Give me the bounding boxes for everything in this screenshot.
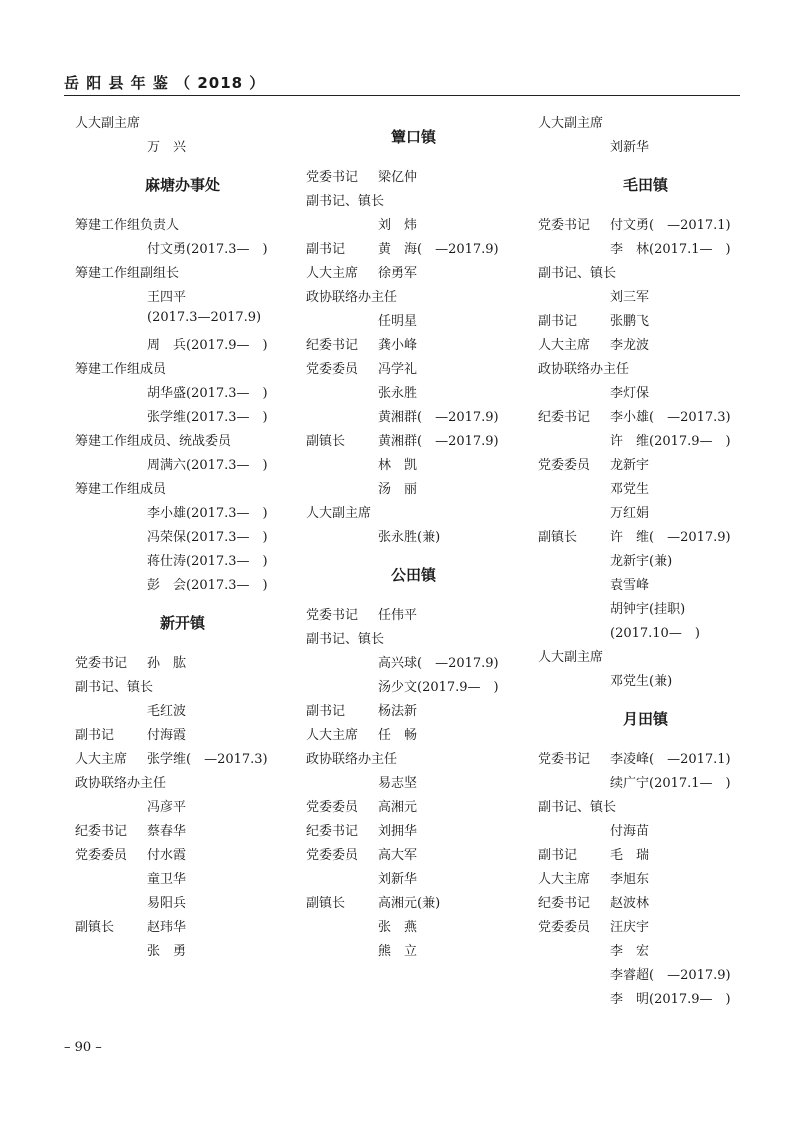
position-title: 人大主席: [538, 338, 591, 353]
position-title: 筹建工作组成员、统战委员: [75, 434, 232, 449]
position-title: 党委书记: [75, 656, 128, 671]
person-name: 李凌峰( —2017.1): [610, 752, 731, 767]
person-name: 高湘元: [378, 800, 418, 815]
person-name: (2017.10— ): [610, 626, 700, 641]
entry-row: [538, 940, 753, 964]
entry-row: [75, 844, 290, 868]
position-title: 副书记: [306, 704, 346, 719]
position-title: 副书记、镇长: [75, 680, 154, 695]
position-title: 政协联络办主任: [538, 362, 630, 377]
position-title: 党委委员: [306, 848, 359, 863]
position-title: 副书记、镇长: [538, 800, 617, 815]
position-title: 党委书记: [538, 752, 591, 767]
entry-row: [75, 748, 290, 772]
person-name: 张 燕: [378, 920, 418, 935]
column-2: [306, 112, 521, 964]
entry-row: [75, 820, 290, 844]
entry-row: [538, 772, 753, 796]
position-title: 副镇长: [306, 896, 346, 911]
entry-row: [538, 892, 753, 916]
entry-row: [306, 844, 521, 868]
position-title: 党委书记: [538, 218, 591, 233]
entry-row: [75, 868, 290, 892]
entry-row: [538, 262, 753, 286]
person-name: 王四平: [147, 290, 187, 305]
entry-row: [306, 238, 521, 262]
person-name: 李旭东: [610, 872, 650, 887]
entry-row: [75, 796, 290, 820]
entry-row: [538, 622, 753, 646]
person-name: 任明星: [378, 314, 418, 329]
entry-row: [538, 478, 753, 502]
entry-row: [538, 598, 753, 622]
person-name: 赵玮华: [147, 920, 187, 935]
entry-row: [538, 796, 753, 820]
person-name: 张学维(2017.3— ): [147, 410, 268, 425]
person-name: 许 维(2017.9— ): [610, 434, 731, 449]
person-name: 刘 炜: [378, 218, 418, 233]
person-name: 李 林(2017.1— ): [610, 242, 731, 257]
entry-row: [75, 262, 290, 286]
person-name: 胡华盛(2017.3— ): [147, 386, 268, 401]
entry-row: [538, 382, 753, 406]
person-name: 李 宏: [610, 944, 650, 959]
person-name: 付文勇(2017.3— ): [147, 242, 268, 257]
person-name: 付海苗: [610, 824, 650, 839]
person-name: 张鹏飞: [610, 314, 650, 329]
person-name: 毛红波: [147, 704, 187, 719]
person-name: 续广宁(2017.1— ): [610, 776, 731, 791]
position-title: 政协联络办主任: [75, 776, 167, 791]
person-name: 徐勇军: [378, 266, 418, 281]
person-name: 龙新宇: [610, 458, 650, 473]
entry-row: [75, 238, 290, 262]
entry-row: [306, 700, 521, 724]
position-title: 副书记: [75, 728, 115, 743]
entry-row: [306, 940, 521, 964]
entry-row: [75, 112, 290, 136]
entry-row: [538, 646, 753, 670]
entry-row: [306, 820, 521, 844]
position-title: 筹建工作组成员: [75, 362, 167, 377]
entry-row: [538, 916, 753, 940]
entry-row: [306, 310, 521, 334]
person-name: 汪庆宇: [610, 920, 650, 935]
person-name: 张永胜(兼): [378, 530, 441, 545]
person-name: 李灯保: [610, 386, 650, 401]
entry-row: [75, 406, 290, 430]
position-title: 副镇长: [75, 920, 115, 935]
person-name: 毛 瑞: [610, 848, 650, 863]
person-name: 付文勇( —2017.1): [610, 218, 731, 233]
person-name: 易阳兵: [147, 896, 187, 911]
entry-row: [75, 724, 290, 748]
column-3: [538, 112, 753, 1012]
entry-row: [306, 406, 521, 430]
entry-row: [306, 190, 521, 214]
entry-row: [75, 358, 290, 382]
position-title: 党委委员: [306, 800, 359, 815]
section-heading: 毛田镇: [622, 176, 668, 194]
person-name: 梁亿仲: [378, 170, 418, 185]
person-name: 冯荣保(2017.3— ): [147, 530, 268, 545]
entry-row: [538, 358, 753, 382]
person-name: 汤 丽: [378, 482, 418, 497]
person-name: 童卫华: [147, 872, 187, 887]
person-name: 袁雪峰: [610, 578, 650, 593]
person-name: 张学维( —2017.3): [147, 752, 268, 767]
person-name: 刘拥华: [378, 824, 418, 839]
entry-row: [538, 526, 753, 550]
entry-row: [306, 334, 521, 358]
person-name: 孙 肱: [147, 656, 187, 671]
position-title: 人大主席: [306, 266, 359, 281]
person-name: 汤少文(2017.9— ): [378, 680, 499, 695]
position-title: 党委委员: [75, 848, 128, 863]
person-name: 胡钟宇(挂职): [610, 602, 686, 617]
position-title: 人大副主席: [538, 650, 604, 665]
position-title: 党委委员: [538, 458, 591, 473]
entry-row: [306, 652, 521, 676]
entry-row: [538, 502, 753, 526]
entry-row: [306, 430, 521, 454]
position-title: 副镇长: [306, 434, 346, 449]
person-name: 万 兴: [147, 140, 187, 155]
entry-row: [538, 868, 753, 892]
person-name: 林 凯: [378, 458, 418, 473]
entry-row: [538, 406, 753, 430]
position-title: 政协联络办主任: [306, 290, 398, 305]
entry-row: [306, 724, 521, 748]
entry-row: [75, 574, 290, 598]
person-name: 任伟平: [378, 608, 418, 623]
entry-row: [306, 628, 521, 652]
person-name: 龙新宇(兼): [610, 554, 673, 569]
entry-row: [306, 916, 521, 940]
position-title: 副书记: [538, 848, 578, 863]
person-name: 高湘元(兼): [378, 896, 441, 911]
person-name: 付海霞: [147, 728, 187, 743]
column-1: [75, 112, 290, 964]
entry-row: [75, 676, 290, 700]
person-name: 黄 海( —2017.9): [378, 242, 499, 257]
entry-row: [306, 868, 521, 892]
entry-row: [75, 700, 290, 724]
position-title: 纪委书记: [538, 896, 591, 911]
person-name: 黄湘群( —2017.9): [378, 434, 499, 449]
entry-row: [538, 820, 753, 844]
person-name: 刘新华: [610, 140, 650, 155]
position-title: 党委委员: [538, 920, 591, 935]
person-name: 李 明(2017.9— ): [610, 992, 731, 1007]
entry-row: [538, 550, 753, 574]
entry-row: [75, 550, 290, 574]
entry-row: [75, 214, 290, 238]
person-name: 张 勇: [147, 944, 187, 959]
position-title: 纪委书记: [306, 824, 359, 839]
entry-row: [75, 286, 290, 310]
entry-row: [306, 796, 521, 820]
person-name: 高大军: [378, 848, 418, 863]
entry-row: [306, 358, 521, 382]
position-title: 副书记、镇长: [306, 632, 385, 647]
entry-row: [75, 892, 290, 916]
section-heading: 麻塘办事处: [144, 176, 220, 194]
position-title: 纪委书记: [538, 410, 591, 425]
entry-row: [538, 310, 753, 334]
person-name: 周满六(2017.3— ): [147, 458, 268, 473]
position-title: 人大副主席: [538, 116, 604, 131]
entry-row: [306, 454, 521, 478]
entry-row: [306, 382, 521, 406]
section-heading: 新开镇: [159, 614, 205, 632]
entry-row: [538, 454, 753, 478]
position-title: 副书记: [538, 314, 578, 329]
person-name: 高兴球( —2017.9): [378, 656, 499, 671]
person-name: 冯彦平: [147, 800, 187, 815]
entry-row: [306, 772, 521, 796]
position-title: 副书记、镇长: [538, 266, 617, 281]
position-title: 党委书记: [306, 170, 359, 185]
entry-row: [306, 262, 521, 286]
position-title: 筹建工作组负责人: [75, 218, 180, 233]
entry-row: [306, 748, 521, 772]
entry-row: [306, 214, 521, 238]
person-name: 任 畅: [378, 728, 418, 743]
person-name: 黄湘群( —2017.9): [378, 410, 499, 425]
position-title: 纪委书记: [75, 824, 128, 839]
entry-row: [75, 940, 290, 964]
person-name: 龚小峰: [378, 338, 418, 353]
entry-row: [538, 574, 753, 598]
position-title: 党委书记: [306, 608, 359, 623]
person-name: 冯学礼: [378, 362, 418, 377]
entry-row: [538, 334, 753, 358]
entry-row: [538, 670, 753, 694]
page-number: – 90 –: [64, 1040, 102, 1055]
entry-row: [538, 988, 753, 1012]
position-title: 副书记: [306, 242, 346, 257]
person-name: 刘新华: [378, 872, 418, 887]
entry-row: [306, 286, 521, 310]
entry-row: [538, 238, 753, 262]
person-name: 李睿超( —2017.9): [610, 968, 731, 983]
position-title: 人大主席: [75, 752, 128, 767]
person-name: 许 维( —2017.9): [610, 530, 731, 545]
entry-row: [306, 676, 521, 700]
entry-row: [538, 214, 753, 238]
entry-row: [306, 604, 521, 628]
person-name: 万红娟: [610, 506, 650, 521]
person-name: 蔡春华: [147, 824, 187, 839]
entry-row: [75, 382, 290, 406]
person-name: (2017.3—2017.9): [147, 310, 262, 325]
person-name: 付水霞: [147, 848, 187, 863]
entry-row: [306, 892, 521, 916]
person-name: 张永胜: [378, 386, 418, 401]
entry-row: [538, 136, 753, 160]
person-name: 熊 立: [378, 944, 418, 959]
page-header-title: 岳 阳 县 年 鉴 （ 2018 ）: [64, 74, 266, 92]
person-name: 李小雄(2017.3— ): [147, 506, 268, 521]
entry-row: [75, 136, 290, 160]
position-title: 副书记、镇长: [306, 194, 385, 209]
section-heading: 簟口镇: [390, 128, 436, 146]
person-name: 赵波林: [610, 896, 650, 911]
entry-row: [306, 166, 521, 190]
position-title: 人大副主席: [306, 506, 372, 521]
entry-row: [75, 310, 290, 334]
person-name: 杨法新: [378, 704, 418, 719]
entry-row: [538, 964, 753, 988]
entry-row: [306, 502, 521, 526]
person-name: 易志坚: [378, 776, 418, 791]
person-name: 蒋仕涛(2017.3— ): [147, 554, 268, 569]
entry-row: [75, 916, 290, 940]
person-name: 刘三军: [610, 290, 650, 305]
person-name: 彭 会(2017.3— ): [147, 578, 268, 593]
person-name: 李龙波: [610, 338, 650, 353]
entry-row: [75, 454, 290, 478]
header-rule: [64, 95, 740, 96]
entry-row: [75, 526, 290, 550]
position-title: 政协联络办主任: [306, 752, 398, 767]
entry-row: [538, 286, 753, 310]
position-title: 人大主席: [306, 728, 359, 743]
person-name: 李小雄( —2017.3): [610, 410, 731, 425]
position-title: 党委委员: [306, 362, 359, 377]
section-heading: 公田镇: [390, 566, 436, 584]
entry-row: [538, 112, 753, 136]
position-title: 筹建工作组副组长: [75, 266, 180, 281]
entry-row: [538, 748, 753, 772]
position-title: 筹建工作组成员: [75, 482, 167, 497]
position-title: 人大副主席: [75, 116, 141, 131]
person-name: 邓党生: [610, 482, 650, 497]
position-title: 人大主席: [538, 872, 591, 887]
entry-row: [75, 478, 290, 502]
entry-row: [538, 430, 753, 454]
entry-row: [75, 334, 290, 358]
position-title: 纪委书记: [306, 338, 359, 353]
entry-row: [75, 772, 290, 796]
section-heading: 月田镇: [622, 710, 668, 728]
entry-row: [75, 430, 290, 454]
entry-row: [306, 478, 521, 502]
position-title: 副镇长: [538, 530, 578, 545]
entry-row: [75, 502, 290, 526]
entry-row: [538, 844, 753, 868]
entry-row: [75, 652, 290, 676]
entry-row: [306, 526, 521, 550]
person-name: 周 兵(2017.9— ): [147, 338, 268, 353]
person-name: 邓党生(兼): [610, 674, 673, 689]
